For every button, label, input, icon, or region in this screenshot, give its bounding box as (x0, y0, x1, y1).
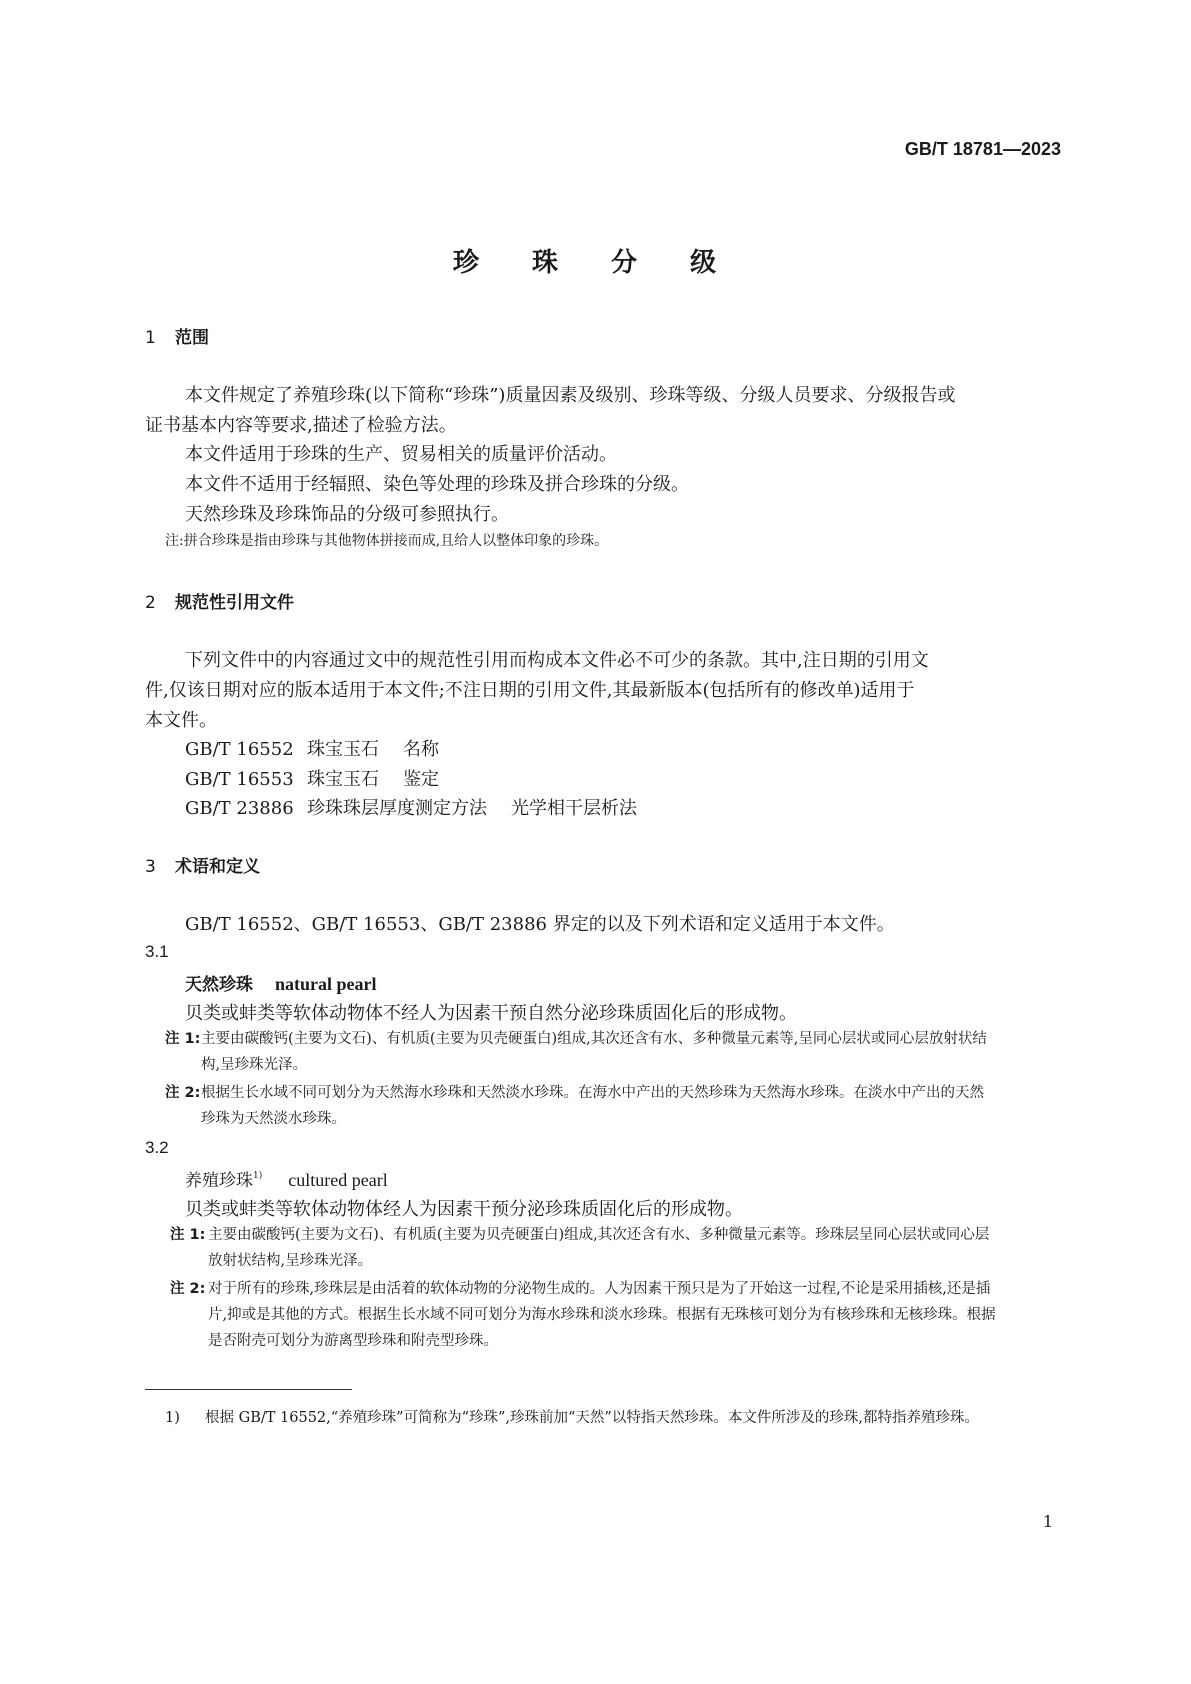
term-zh: 天然珍珠 (185, 975, 253, 995)
note-label: 注 1: (170, 1227, 206, 1243)
term-note (165, 1080, 997, 1132)
note-text: 主要由碳酸钙(主要为文石)、有机质(主要为贝壳硬蛋白)组成,其次还含有水、多种微量元素等。珍珠层呈同心层状或同心层放射状结构,呈珍珠光泽。 (208, 1227, 990, 1269)
reference-subtitle: 鉴定 (403, 769, 439, 790)
standard-number: GB/T 18781—2023 (904, 139, 1061, 159)
term-note (170, 1222, 997, 1274)
footnote-divider (145, 1389, 352, 1390)
note-label: 注 2: (165, 1085, 201, 1101)
section-number: 2 (145, 593, 156, 613)
section-2-heading (145, 588, 294, 613)
paragraph-continuation: 证书基本内容等要求,描述了检验方法。 (145, 415, 457, 436)
reference-code: GB/T 16552 (185, 739, 294, 760)
paragraph: 本文件不适用于经辐照、染色等处理的珍珠及拼合珍珠的分级。 (185, 474, 689, 495)
term-note (170, 1276, 997, 1354)
paragraph: 本文件适用于珍珠的生产、贸易相关的质量评价活动。 (185, 444, 617, 465)
page-number: 1 (1042, 1512, 1053, 1531)
term-definition: 贝类或蚌类等软体动物体不经人为因素干预自然分泌珍珠质固化后的形成物。 (185, 1003, 797, 1024)
footnote-text: 根据 GB/T 16552,“养殖珍珠”可简称为“珍珠”,珍珠前加“天然”以特指天然珍珠。本文件所涉及的珍珠,都特指养殖珍珠。 (205, 1410, 979, 1426)
note-text: 主要由碳酸钙(主要为文石)、有机质(主要为贝壳硬蛋白)组成,其次还含有水、多种微量元素等,呈同心层状或同心层放射状结构,呈珍珠光泽。 (201, 1031, 987, 1073)
reference-subtitle: 光学相干层析法 (511, 798, 637, 819)
reference-title: 珠宝玉石 (307, 769, 379, 790)
note: 注:拼合珍珠是指由珍珠与其他物体拼接而成,且给人以整体印象的珍珠。 (165, 533, 609, 549)
section-number: 3 (145, 857, 156, 877)
paragraph-continuation: 件,仅该日期对应的版本适用于本文件;不注日期的引用文件,其最新版本(包括所有的修改单)适用于 (145, 680, 915, 701)
term-number: 3.1 (145, 942, 169, 961)
footnote (165, 1405, 997, 1431)
term-number: 3.2 (145, 1138, 169, 1157)
paragraph: 本文件规定了养殖珍珠(以下简称“珍珠”)质量因素及级别、珍珠等级、分级人员要求、分级报告或 (185, 385, 956, 406)
section-1-heading (145, 323, 209, 348)
reference-item (185, 765, 439, 791)
reference-code: GB/T 23886 (185, 798, 294, 819)
reference-title: 珍珠珠层厚度测定方法 (307, 798, 487, 819)
footnote-mark: 1) (165, 1410, 180, 1426)
section-number: 1 (145, 328, 156, 348)
section-title: 术语和定义 (175, 857, 260, 877)
paragraph: 天然珍珠及珍珠饰品的分级可参照执行。 (185, 504, 509, 525)
reference-item (185, 735, 439, 761)
section-3-heading (145, 852, 260, 877)
reference-title: 珠宝玉石 (307, 739, 379, 760)
note-label: 注 2: (170, 1281, 206, 1297)
term-zh: 养殖珍珠 (185, 1171, 253, 1191)
reference-code: GB/T 16553 (185, 769, 294, 790)
footnote-mark: 1) (253, 1171, 263, 1181)
section-title: 规范性引用文件 (175, 593, 294, 613)
document-title: 珍 珠 分 级 (452, 248, 739, 278)
term-en: cultured pearl (288, 1170, 388, 1190)
term-heading (185, 1166, 388, 1191)
term-definition: 贝类或蚌类等软体动物体经人为因素干预分泌珍珠质固化后的形成物。 (185, 1199, 743, 1220)
paragraph: 下列文件中的内容通过文中的规范性引用而构成本文件必不可少的条款。其中,注日期的引用文 (185, 650, 929, 671)
note-text: 根据生长水域不同可划分为天然海水珍珠和天然淡水珍珠。在海水中产出的天然珍珠为天然海水珍珠。在淡水中产出的天然珍珠为天然淡水珍珠。 (201, 1085, 984, 1127)
note-text: 对于所有的珍珠,珍珠层是由活着的软体动物的分泌物生成的。人为因素干预只是为了开始这一过程,不论是采用插核,还是插片,抑或是其他的方式。根据生长水域不同可划分为海水珍珠和淡水珍珠。根据有无珠核可划分为有核珍珠和无核珍珠。根据是否附壳可划分为游离型珍珠和附壳型珍珠。 (208, 1281, 996, 1349)
term-heading (185, 970, 377, 995)
section-title: 范围 (175, 328, 209, 348)
paragraph: GB/T 16552、GB/T 16553、GB/T 23886 界定的以及下列术语和定义适用于本文件。 (185, 914, 895, 935)
term-en: natural pearl (275, 974, 377, 994)
note-label: 注 1: (165, 1031, 201, 1047)
paragraph-continuation: 本文件。 (145, 710, 217, 731)
reference-subtitle: 名称 (403, 739, 439, 760)
reference-item (185, 794, 637, 820)
term-note (165, 1026, 997, 1078)
